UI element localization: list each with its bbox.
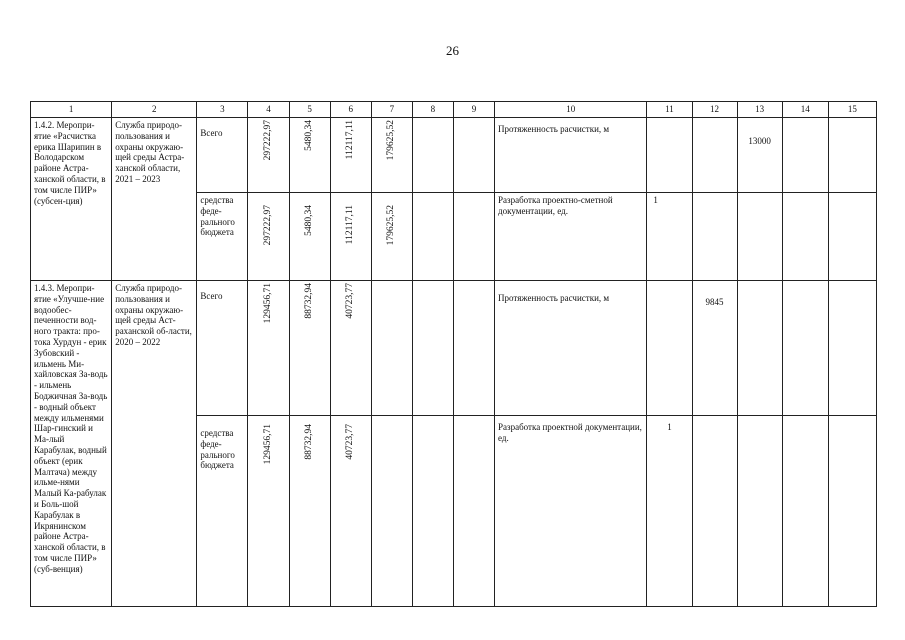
amount-cell: 297222,97 (248, 118, 289, 193)
funding-source-cell: Всего (197, 118, 248, 193)
column-header: 1 (31, 102, 112, 118)
amount-cell (371, 281, 412, 416)
column-header: 11 (647, 102, 692, 118)
indicator-value-cell (828, 416, 876, 607)
column-header: 4 (248, 102, 289, 118)
column-header: 5 (289, 102, 330, 118)
executor-cell: Служба природо-пользования и охраны окружаю-щей среды Астра-ханской области, 2021 – 2023 (112, 118, 197, 281)
indicator-value-cell (782, 416, 828, 607)
column-header: 2 (112, 102, 197, 118)
funding-source-cell: средства феде-рального бюджета (197, 193, 248, 281)
column-header: 10 (495, 102, 647, 118)
amount-cell (371, 416, 412, 607)
table-row (31, 118, 877, 193)
column-number-row (31, 102, 877, 118)
amount-cell: 179625,52 (371, 118, 412, 193)
column-header: 7 (371, 102, 412, 118)
amount-cell (412, 193, 453, 281)
indicator-value-cell (828, 118, 876, 193)
amount-cell (412, 118, 453, 193)
indicator-value-cell (647, 118, 692, 193)
column-header: 14 (782, 102, 828, 118)
indicator-value-cell (782, 193, 828, 281)
program-measures-table (30, 101, 877, 607)
amount-cell: 129456,71 (248, 416, 289, 607)
funding-source-cell: средства феде-рального бюджета (197, 416, 248, 607)
column-header: 6 (330, 102, 371, 118)
page-number: 26 (446, 43, 459, 58)
indicator-cell: Разработка проектной документации, ед. (495, 416, 647, 607)
amount-cell: 129456,71 (248, 281, 289, 416)
column-header: 15 (828, 102, 876, 118)
column-header: 3 (197, 102, 248, 118)
indicator-value-cell: 9845 (692, 281, 737, 416)
amount-cell: 297222,97 (248, 193, 289, 281)
indicator-value-cell (737, 416, 782, 607)
funding-source-cell: Всего (197, 281, 248, 416)
amount-cell: 88732,94 (289, 281, 330, 416)
indicator-value-cell (782, 281, 828, 416)
indicator-value-cell (692, 118, 737, 193)
indicator-value-cell: 1 (647, 416, 692, 607)
indicator-value-cell (692, 193, 737, 281)
column-header: 12 (692, 102, 737, 118)
measure-cell: 1.4.3. Меропри-ятие «Улучше-ние водообес-печенности вод-ного тракта: про-тока Хурдун - ерик Зубовский - ильмень Ми-хайловская За-водь - ильмень Боджичная За-водь - водный объект между ильменями Шар-гинский и Ма-лый Карабулак, водный объект (ерик Малтача) между ильме-нями Малый Ка-рабулак и Боль-шой Карабулак в Икрянинском районе Астра-ханской области, в том числе ПИР» (суб-венция) (31, 281, 112, 607)
amount-cell: 112117,11 (330, 193, 371, 281)
indicator-cell: Разработка проектно-сметной документации, ед. (495, 193, 647, 281)
amount-cell (412, 416, 453, 607)
amount-cell: 5480,34 (289, 118, 330, 193)
amount-cell: 112117,11 (330, 118, 371, 193)
indicator-value-cell: 13000 (737, 118, 782, 193)
column-header: 9 (453, 102, 494, 118)
indicator-cell: Протяженность расчистки, м (495, 281, 647, 416)
amount-cell (453, 416, 494, 607)
indicator-value-cell: 1 (647, 193, 692, 281)
executor-cell: Служба природо-пользования и охраны окружаю-щей среды Аст-раханской об-ласти, 2020 – 2022 (112, 281, 197, 607)
indicator-cell: Протяженность расчистки, м (495, 118, 647, 193)
table-row (31, 281, 877, 416)
amount-cell: 88732,94 (289, 416, 330, 607)
amount-cell: 179625,52 (371, 193, 412, 281)
measure-cell: 1.4.2. Меропри-ятие «Расчистка ерика Шарипин в Володарском районе Астра-ханской области, в том числе ПИР» (субсен-ция) (31, 118, 112, 281)
amount-cell: 40723,77 (330, 416, 371, 607)
column-header: 8 (412, 102, 453, 118)
amount-cell (412, 281, 453, 416)
indicator-value-cell (782, 118, 828, 193)
amount-cell (453, 281, 494, 416)
indicator-value-cell (828, 281, 876, 416)
indicator-value-cell (737, 193, 782, 281)
amount-cell: 40723,77 (330, 281, 371, 416)
indicator-value-cell (692, 416, 737, 607)
indicator-value-cell (737, 281, 782, 416)
amount-cell (453, 118, 494, 193)
indicator-value-cell (828, 193, 876, 281)
column-header: 13 (737, 102, 782, 118)
amount-cell (453, 193, 494, 281)
amount-cell: 5480,34 (289, 193, 330, 281)
indicator-value-cell (647, 281, 692, 416)
